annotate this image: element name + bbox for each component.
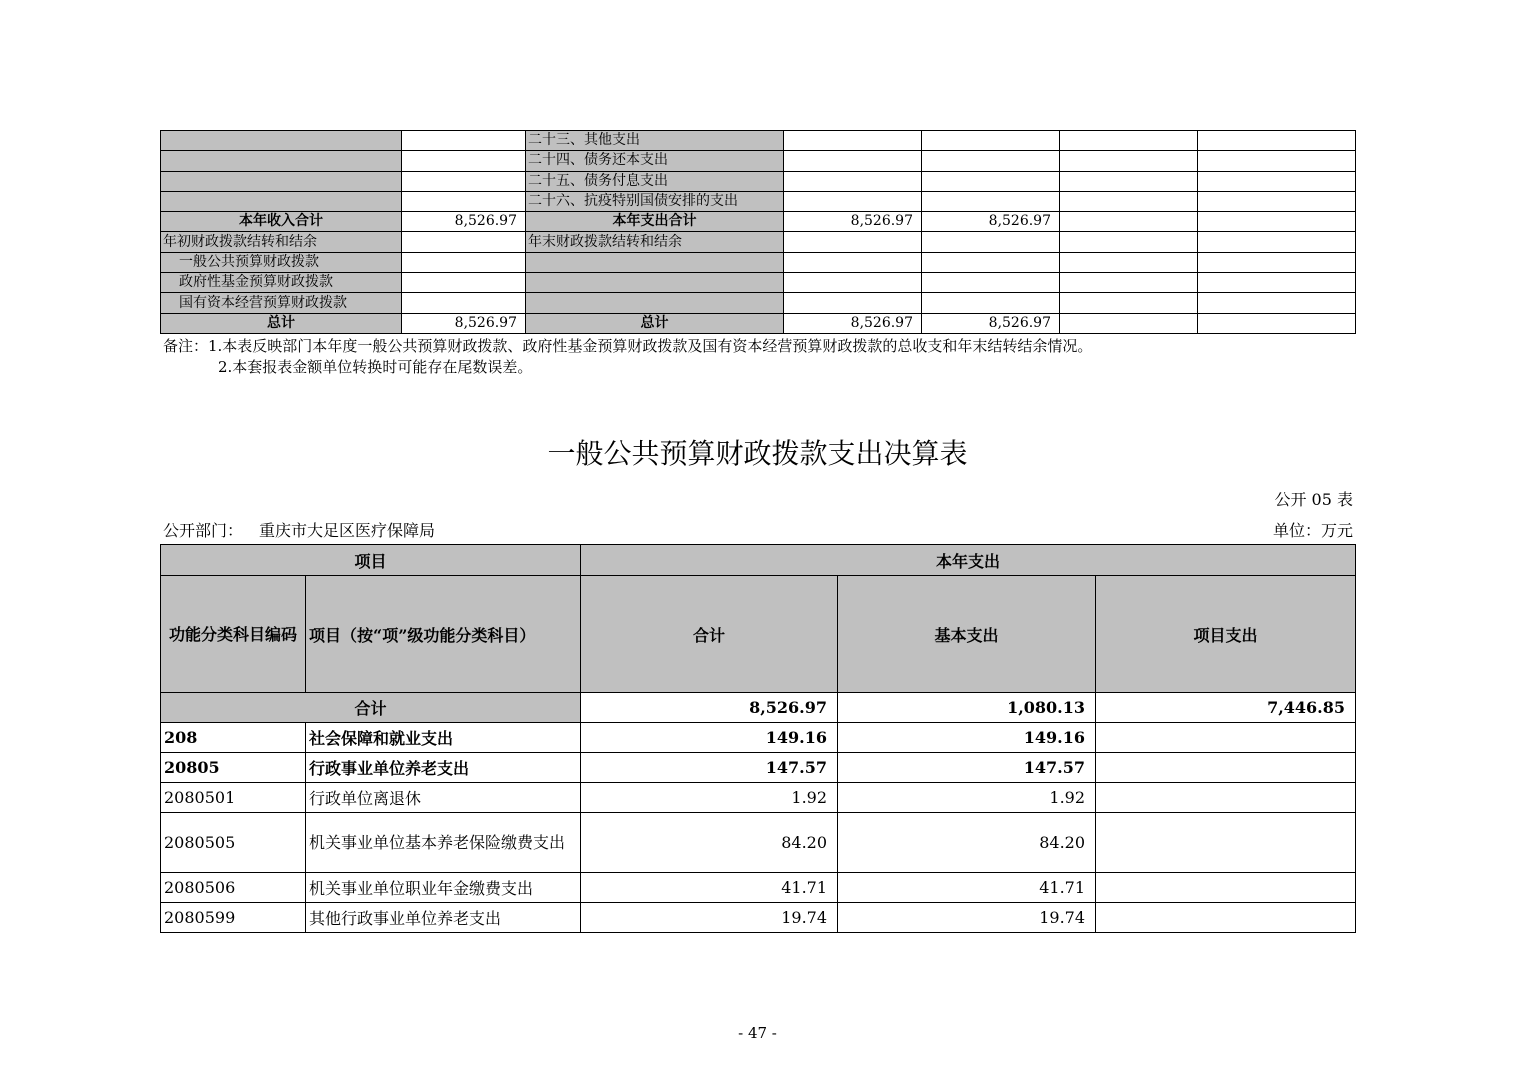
table-row: 2080505 机关事业单位基本养老保险缴费支出 84.20 84.20 (161, 813, 1356, 873)
table-row: 年初财政拨款结转和结余 年末财政拨款结转和结余 (161, 232, 1356, 252)
table-row: 二十四、债务还本支出 (161, 151, 1356, 171)
expenditure-table (160, 544, 1356, 933)
table-row: 政府性基金预算财政拨款 (161, 273, 1356, 293)
total-row (161, 693, 1356, 723)
col-code: 功能分类科目编码 (161, 576, 306, 693)
page-number: - 47 - (738, 1024, 777, 1042)
table-row: 208 社会保障和就业支出 149.16 149.16 (161, 723, 1356, 753)
table-row: 二十六、抗疫特别国债安排的支出 (161, 191, 1356, 211)
department-name: 重庆市大足区医疗保障局 (259, 521, 436, 540)
unit-label: 单位：万元 (1272, 521, 1353, 540)
table-row: 二十五、债务付息支出 (161, 171, 1356, 191)
total-value: 8,526.97 (581, 693, 838, 723)
header-item: 项目 (161, 545, 581, 576)
page-title: 一般公共预算财政拨款支出决算表 (547, 437, 968, 470)
col-project: 项目支出 (1096, 576, 1356, 693)
table-row: 20805 行政事业单位养老支出 147.57 147.57 (161, 753, 1356, 783)
col-basic: 基本支出 (838, 576, 1096, 693)
note-line-1: 备注：1.本表反映部门本年度一般公共预算财政拨款、政府性基金预算财政拨款及国有资本经营预算财政拨款的总收支和年末结转结余情况。 (163, 337, 1093, 355)
total-label: 合计 (161, 693, 581, 723)
table-row: 本年收入合计 8,526.97 本年支出合计 8,526.97 8,526.97 (161, 212, 1356, 232)
header-row (161, 545, 1356, 576)
table-row: 一般公共预算财政拨款 (161, 252, 1356, 272)
col-total: 合计 (581, 576, 838, 693)
form-number: 公开 05 表 (1274, 490, 1353, 509)
table-row: 2080506 机关事业单位职业年金缴费支出 41.71 41.71 (161, 873, 1356, 903)
income-expense-summary-table (160, 130, 1356, 334)
department (163, 518, 435, 541)
header-expense: 本年支出 (581, 545, 1356, 576)
header-row (161, 576, 1356, 693)
col-name: 项目（按“项”级功能分类科目） (306, 576, 581, 693)
total-project: 7,446.85 (1096, 693, 1356, 723)
table-row: 2080501 行政单位离退休 1.92 1.92 (161, 783, 1356, 813)
note-line-2: 2.本套报表金额单位转换时可能存在尾数误差。 (218, 358, 533, 376)
total-basic: 1,080.13 (838, 693, 1096, 723)
department-label: 公开部门： (163, 521, 244, 540)
table-row: 国有资本经营预算财政拨款 (161, 293, 1356, 313)
table-row: 2080599 其他行政事业单位养老支出 19.74 19.74 (161, 903, 1356, 933)
table-row: 二十三、其他支出 (161, 131, 1356, 151)
table-row: 总计 8,526.97 总计 8,526.97 8,526.97 (161, 313, 1356, 333)
